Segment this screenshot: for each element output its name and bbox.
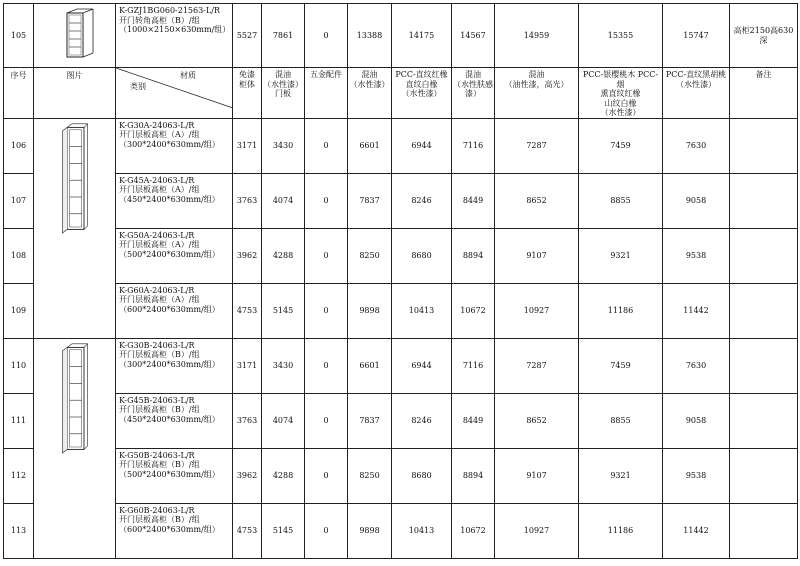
product-desc: 开门层板高柜（B）/组 xyxy=(119,405,200,414)
product-code: K-G45A-24063-L/R xyxy=(119,175,195,185)
price-cell: 4288 xyxy=(262,228,305,283)
remark-cell xyxy=(730,118,798,173)
product-code: K-G50B-24063-L/R xyxy=(119,450,195,460)
price-cell: 5145 xyxy=(262,283,305,338)
product-desc: 开门层板高柜（A）/组 xyxy=(119,185,200,194)
product-size: （450*2400*630mm/组） xyxy=(119,414,220,424)
row-number: 107 xyxy=(4,173,34,228)
price-cell: 9058 xyxy=(663,393,730,448)
price-cell: 3171 xyxy=(233,118,262,173)
product-name xyxy=(116,173,233,228)
price-cell: 8894 xyxy=(452,448,495,503)
row-number: 105 xyxy=(4,4,34,68)
product-name xyxy=(116,118,233,173)
price-cell: 3962 xyxy=(233,228,262,283)
header-col: 混油 （油性漆，高光） xyxy=(495,68,579,119)
price-cell: 7287 xyxy=(495,118,579,173)
price-cell: 9538 xyxy=(663,228,730,283)
table-row xyxy=(4,393,798,448)
price-cell: 4753 xyxy=(233,283,262,338)
remark-cell xyxy=(730,173,798,228)
header-material xyxy=(116,68,233,119)
price-cell: 10927 xyxy=(495,283,579,338)
row-number: 108 xyxy=(4,228,34,283)
price-cell: 8246 xyxy=(392,393,452,448)
product-name xyxy=(116,393,233,448)
product-size: （1000×2150×630mm/组） xyxy=(119,25,231,34)
price-cell: 9898 xyxy=(348,503,392,558)
header-category-label: 类别 xyxy=(130,82,146,91)
header-col: 免漆 柜体 xyxy=(233,68,262,119)
product-name xyxy=(116,283,233,338)
tall-cabinet-icon xyxy=(44,339,106,459)
price-cell: 8652 xyxy=(495,173,579,228)
price-cell: 0 xyxy=(305,393,348,448)
remark-cell xyxy=(730,338,798,393)
price-cell: 5145 xyxy=(262,503,305,558)
price-cell: 7116 xyxy=(452,338,495,393)
remark-cell xyxy=(730,283,798,338)
price-cell: 3962 xyxy=(233,448,262,503)
price-cell: 0 xyxy=(305,283,348,338)
price-cell: 3430 xyxy=(262,118,305,173)
price-cell: 5527 xyxy=(233,4,262,68)
header-col: 混油 （水性漆） xyxy=(348,68,392,119)
header-row xyxy=(4,68,798,119)
price-cell: 8652 xyxy=(495,393,579,448)
header-col: 混油 （水性肤感 漆） xyxy=(452,68,495,119)
row-number: 110 xyxy=(4,338,34,393)
product-code: K-GZJ1BG060-21563-L/R xyxy=(119,6,220,15)
product-size: （500*2400*630mm/组） xyxy=(119,469,220,479)
table-row xyxy=(4,448,798,503)
table-row xyxy=(4,283,798,338)
price-cell: 0 xyxy=(305,4,348,68)
price-cell: 9538 xyxy=(663,448,730,503)
price-cell: 6944 xyxy=(392,118,452,173)
price-cell: 9898 xyxy=(348,283,392,338)
price-cell: 11442 xyxy=(663,283,730,338)
row-number: 106 xyxy=(4,118,34,173)
product-code: K-G60B-24063-L/R xyxy=(119,505,195,515)
header-col: PCC-直纹黑胡桃 （水性漆） xyxy=(663,68,730,119)
product-size: （300*2400*630mm/组） xyxy=(119,359,220,369)
price-cell: 10672 xyxy=(452,283,495,338)
price-cell: 8680 xyxy=(392,448,452,503)
price-cell: 9321 xyxy=(579,228,663,283)
header-col: 五金配件 xyxy=(305,68,348,119)
price-cell: 7459 xyxy=(579,118,663,173)
price-cell: 3763 xyxy=(233,393,262,448)
price-cell: 0 xyxy=(305,118,348,173)
remark-cell xyxy=(730,393,798,448)
remark-cell: 高柜2150高630深 xyxy=(730,4,798,68)
price-cell: 8680 xyxy=(392,228,452,283)
product-name xyxy=(116,4,233,68)
row-number: 113 xyxy=(4,503,34,558)
price-cell: 8250 xyxy=(348,448,392,503)
row-number: 112 xyxy=(4,448,34,503)
price-cell: 15747 xyxy=(663,4,730,68)
corner-cabinet-icon xyxy=(55,7,95,65)
price-cell: 9107 xyxy=(495,448,579,503)
product-desc: 开门层板高柜（B）/组 xyxy=(119,460,200,469)
price-cell: 7116 xyxy=(452,118,495,173)
header-col: 备注 xyxy=(730,68,798,119)
price-cell: 8894 xyxy=(452,228,495,283)
product-size: （500*2400*630mm/组） xyxy=(119,249,220,259)
price-cell: 14959 xyxy=(495,4,579,68)
table-row xyxy=(4,4,798,68)
price-cell: 4288 xyxy=(262,448,305,503)
product-desc: 开门层板高柜（A）/组 xyxy=(119,295,200,304)
price-cell: 14175 xyxy=(392,4,452,68)
product-name xyxy=(116,503,233,558)
product-desc: 开门层板高柜（B）/组 xyxy=(119,515,200,524)
price-cell: 4074 xyxy=(262,393,305,448)
product-code: K-G60A-24063-L/R xyxy=(119,285,195,295)
price-cell: 0 xyxy=(305,228,348,283)
header-col: PCC-银樱桃木 PCC-烟 熏直纹红橡 山纹白橡 （水性漆） xyxy=(579,68,663,119)
price-cell: 14567 xyxy=(452,4,495,68)
tall-cabinet-icon xyxy=(44,119,106,239)
price-cell: 11186 xyxy=(579,503,663,558)
price-cell: 0 xyxy=(305,173,348,228)
product-desc: 开门层板高柜（B）/组 xyxy=(119,350,200,359)
header-no: 序号 xyxy=(4,68,34,119)
price-cell: 8855 xyxy=(579,393,663,448)
header-col: PCC-直纹红橡 直纹白橡 （水性漆） xyxy=(392,68,452,119)
price-cell: 10413 xyxy=(392,503,452,558)
product-name xyxy=(116,338,233,393)
price-cell: 8246 xyxy=(392,173,452,228)
price-cell: 4074 xyxy=(262,173,305,228)
row-number: 109 xyxy=(4,283,34,338)
product-code: K-G45B-24063-L/R xyxy=(119,395,195,405)
price-cell: 6601 xyxy=(348,338,392,393)
price-cell: 7837 xyxy=(348,393,392,448)
price-table xyxy=(3,3,798,559)
product-code: K-G30B-24063-L/R xyxy=(119,340,195,350)
product-size: （300*2400*630mm/组） xyxy=(119,139,220,149)
table-row xyxy=(4,503,798,558)
price-cell: 7459 xyxy=(579,338,663,393)
table-row xyxy=(4,118,798,173)
price-cell: 3430 xyxy=(262,338,305,393)
price-cell: 3171 xyxy=(233,338,262,393)
price-cell: 13388 xyxy=(348,4,392,68)
product-size: （600*2400*630mm/组） xyxy=(119,304,220,314)
price-cell: 8855 xyxy=(579,173,663,228)
product-size: （600*2400*630mm/组） xyxy=(119,524,220,534)
product-image xyxy=(34,4,116,68)
price-cell: 0 xyxy=(305,448,348,503)
price-cell: 9321 xyxy=(579,448,663,503)
price-cell: 0 xyxy=(305,503,348,558)
product-desc: 开门转角高柜（B）/组 xyxy=(119,15,200,25)
product-desc: 开门层板高柜（A）/组 xyxy=(119,240,200,249)
price-cell: 7837 xyxy=(348,173,392,228)
price-cell: 3763 xyxy=(233,173,262,228)
price-cell: 7630 xyxy=(663,338,730,393)
product-code: K-G50A-24063-L/R xyxy=(119,230,195,240)
table-row xyxy=(4,173,798,228)
remark-cell xyxy=(730,503,798,558)
remark-cell xyxy=(730,448,798,503)
price-cell: 8449 xyxy=(452,393,495,448)
price-cell: 10413 xyxy=(392,283,452,338)
remark-cell xyxy=(730,228,798,283)
product-name xyxy=(116,228,233,283)
header-material-label: 材质 xyxy=(180,71,196,80)
price-cell: 10927 xyxy=(495,503,579,558)
price-cell: 9107 xyxy=(495,228,579,283)
product-size: （450*2400*630mm/组） xyxy=(119,194,220,204)
product-name xyxy=(116,448,233,503)
product-image xyxy=(34,118,116,338)
table-row xyxy=(4,228,798,283)
product-desc: 开门层板高柜（A）/组 xyxy=(119,130,200,139)
table-row xyxy=(4,338,798,393)
header-pic: 图片 xyxy=(34,68,116,119)
price-cell: 8449 xyxy=(452,173,495,228)
price-cell: 9058 xyxy=(663,173,730,228)
price-cell: 7630 xyxy=(663,118,730,173)
price-cell: 10672 xyxy=(452,503,495,558)
price-cell: 7287 xyxy=(495,338,579,393)
header-col: 混油 （水性漆） 门板 xyxy=(262,68,305,119)
price-cell: 15355 xyxy=(579,4,663,68)
product-image xyxy=(34,338,116,558)
price-cell: 6944 xyxy=(392,338,452,393)
price-cell: 6601 xyxy=(348,118,392,173)
price-cell: 11442 xyxy=(663,503,730,558)
price-cell: 8250 xyxy=(348,228,392,283)
price-cell: 0 xyxy=(305,338,348,393)
row-number: 111 xyxy=(4,393,34,448)
price-cell: 11186 xyxy=(579,283,663,338)
price-cell: 4753 xyxy=(233,503,262,558)
product-code: K-G30A-24063-L/R xyxy=(119,120,195,130)
price-cell: 7861 xyxy=(262,4,305,68)
